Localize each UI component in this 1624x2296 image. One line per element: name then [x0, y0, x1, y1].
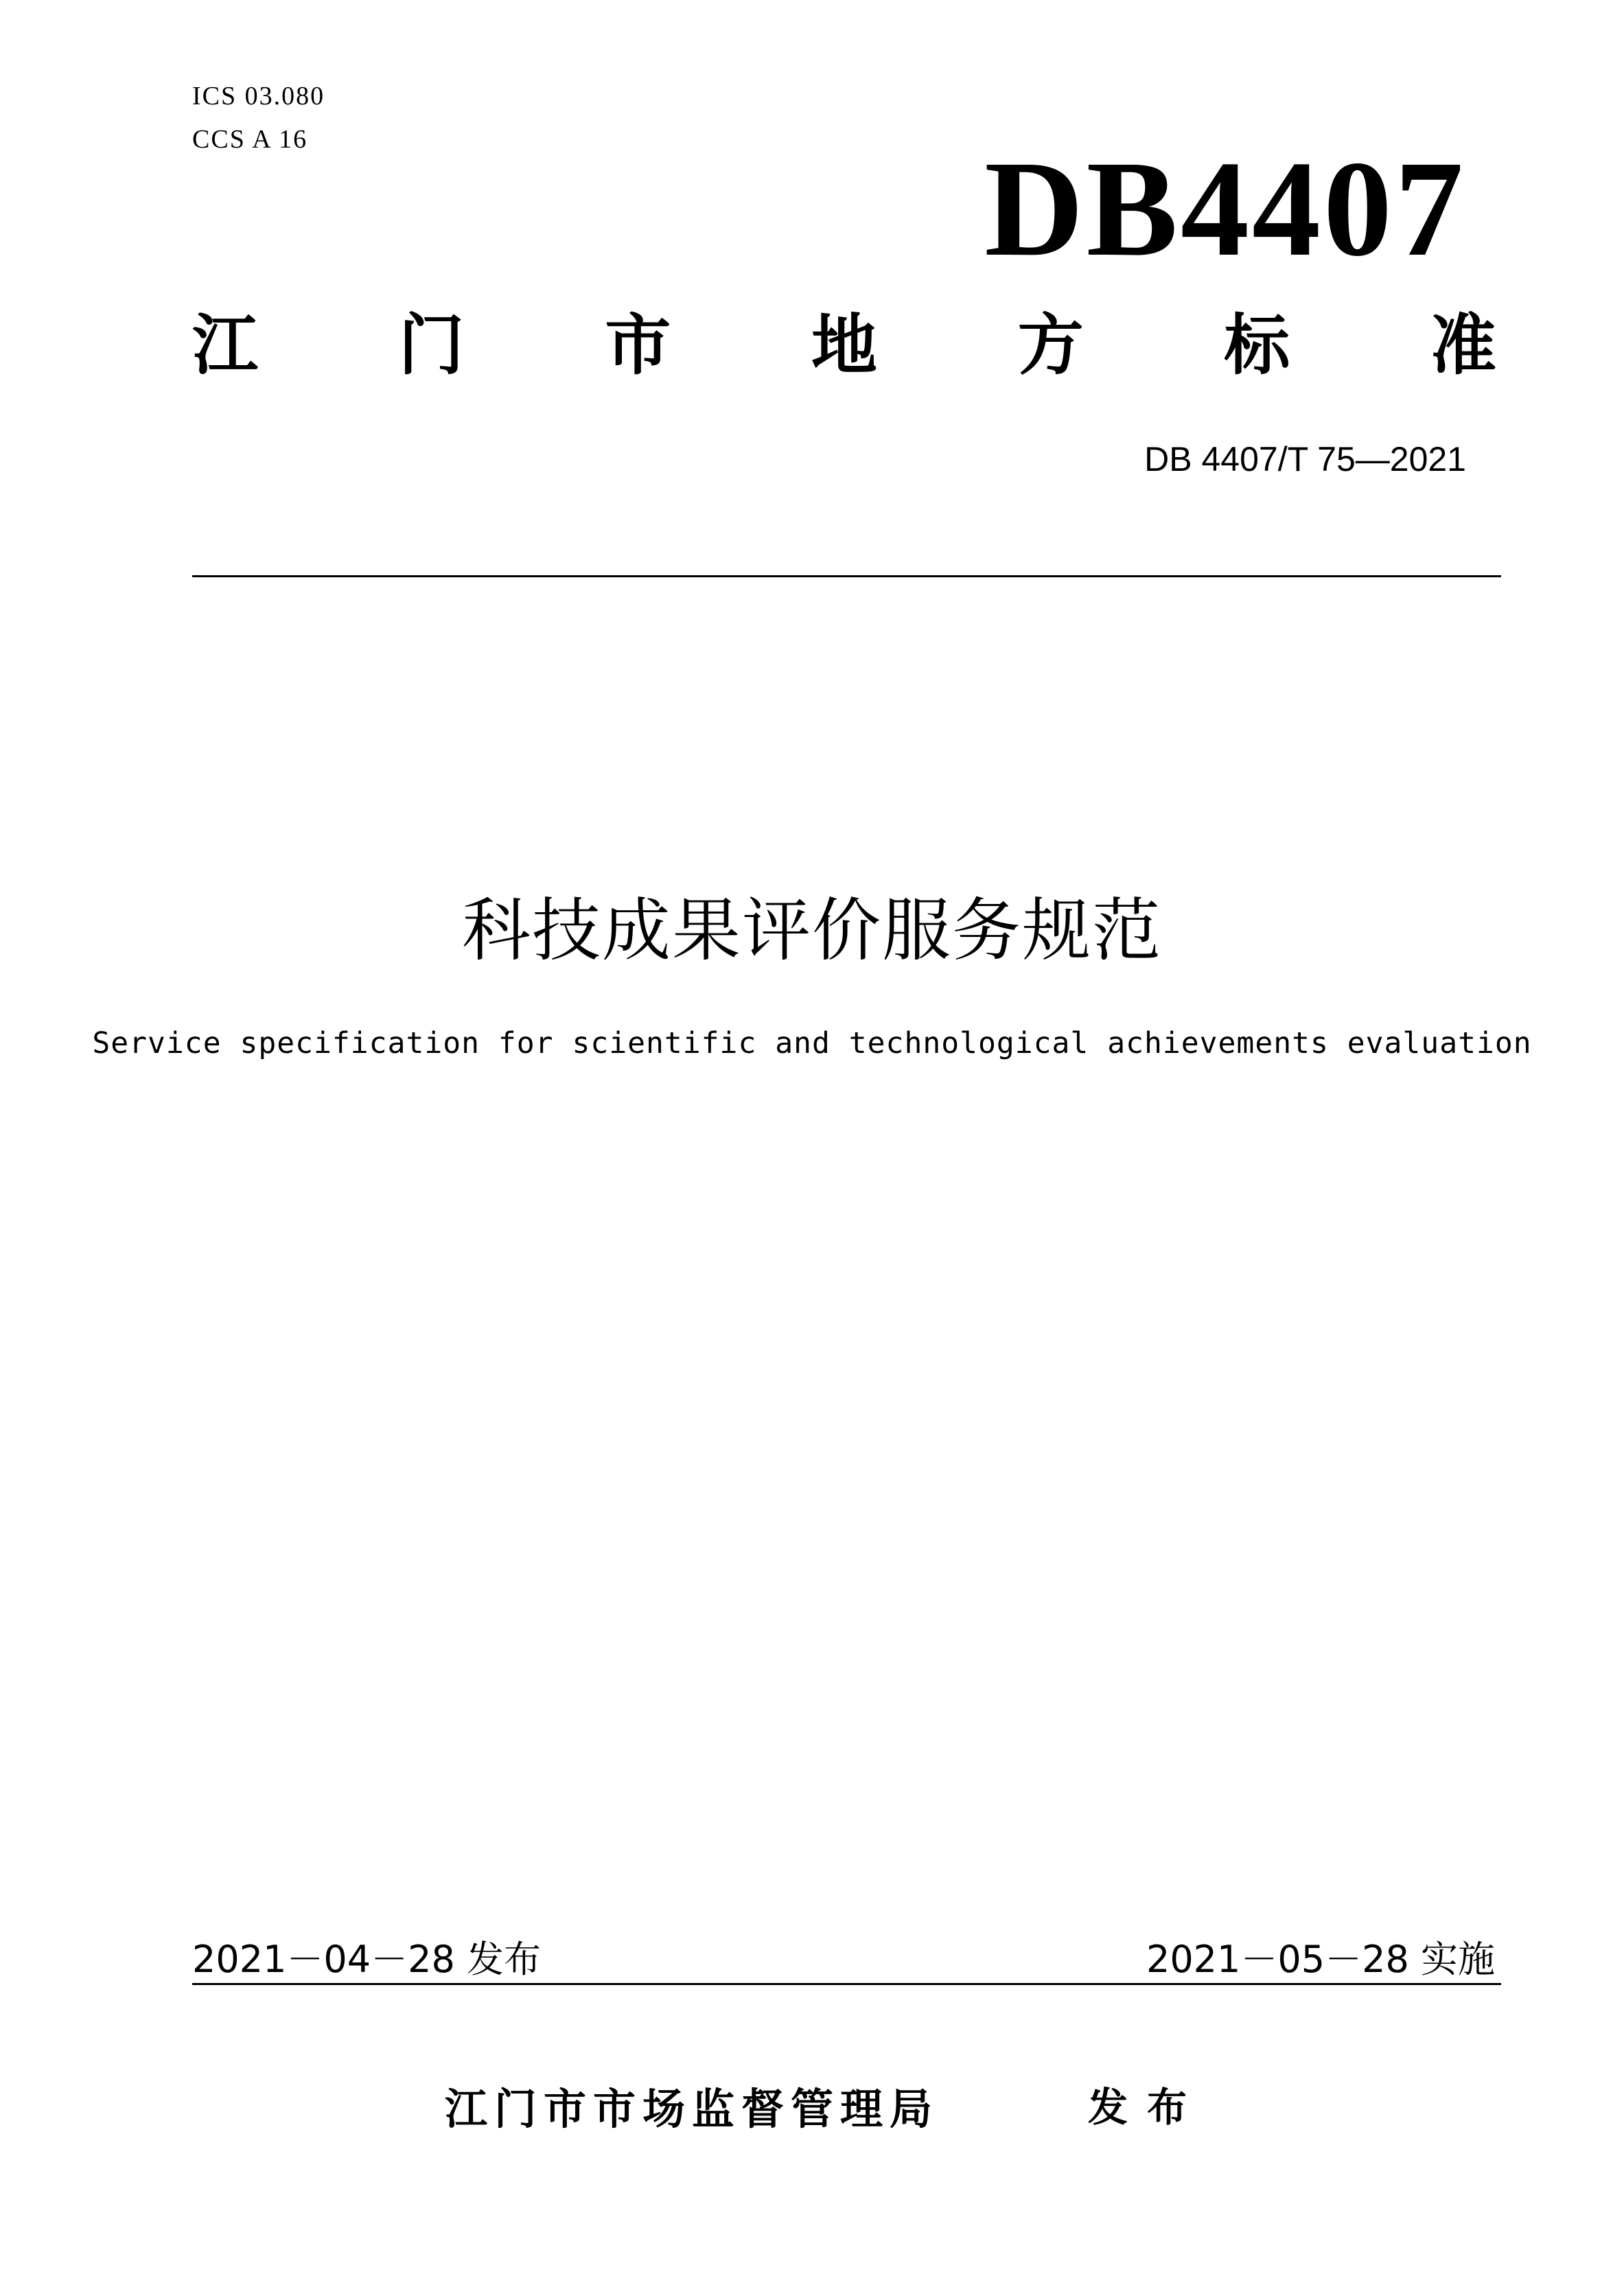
document-title-chinese: 科技成果评价服务规范	[462, 890, 1162, 971]
issue-date: 2021－04－28 发布	[192, 1938, 542, 1981]
footer-divider	[192, 1983, 1501, 1985]
standard-type-char: 江	[192, 307, 258, 384]
standard-number: DB 4407/T 75—2021	[1144, 440, 1466, 478]
standard-type-char: 方	[1017, 307, 1084, 384]
standard-type-char: 市	[605, 307, 671, 384]
standard-type-char: 门	[398, 307, 465, 384]
standard-code: DB4407	[984, 133, 1466, 285]
implementation-date: 2021－05－28 实施	[1146, 1938, 1495, 1981]
ccs-code: CCS A 16	[192, 125, 308, 154]
ics-code: ICS 03.080	[192, 82, 325, 111]
standard-type-char: 标	[1224, 307, 1290, 384]
standard-type-char: 准	[1430, 307, 1496, 384]
issuing-authority: 江门市市场监督管理局	[445, 2084, 940, 2134]
issue-label: 发布	[1088, 2084, 1207, 2131]
header-divider	[192, 575, 1501, 577]
standard-type-char: 地	[811, 307, 877, 384]
standard-type	[192, 307, 1496, 384]
document-title-english: Service specification for scientific and technological achievements evaluation	[92, 1026, 1532, 1060]
